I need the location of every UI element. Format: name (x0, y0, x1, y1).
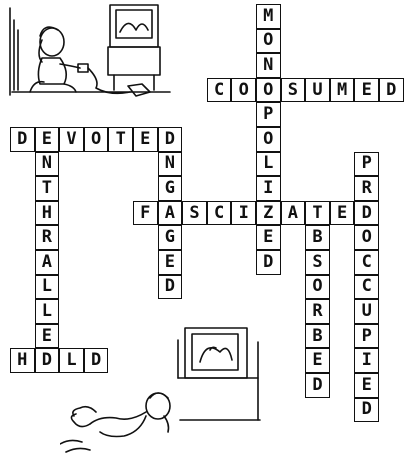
crossword-cell: C (207, 201, 232, 226)
crossword-cell: O (256, 127, 281, 152)
crossword-cell: G (158, 225, 183, 250)
girl-with-joystick-icon (0, 0, 175, 110)
crossword-cell: S (281, 78, 306, 103)
crossword-cell: L (35, 275, 60, 300)
crossword-cell: L (35, 299, 60, 324)
crossword-cell: C (207, 78, 232, 103)
crossword-cell: D (305, 373, 330, 398)
crossword-cell: E (354, 373, 379, 398)
crossword-cell: O (354, 225, 379, 250)
crossword-cell: P (256, 102, 281, 127)
crossword-cell: P (354, 152, 379, 177)
crossword-cell: B (305, 324, 330, 349)
crossword-cell: N (35, 152, 60, 177)
crossword-cell: E (330, 201, 355, 226)
crossword-cell: O (256, 29, 281, 54)
crossword-cell: R (35, 225, 60, 250)
crossword-cell: N (158, 152, 183, 177)
crossword-cell: D (354, 201, 379, 226)
crossword-cell: E (256, 225, 281, 250)
crossword-cell: E (133, 127, 158, 152)
crossword-cell: I (354, 348, 379, 373)
crossword-cell: U (354, 299, 379, 324)
boy-lying-watching-tv-icon (60, 320, 280, 462)
crossword-cell: D (84, 348, 109, 373)
crossword-cell: S (305, 250, 330, 275)
crossword-cell: A (35, 250, 60, 275)
crossword-cell: I (256, 176, 281, 201)
crossword-cell: D (158, 127, 183, 152)
crossword-cell: O (231, 78, 256, 103)
crossword-cell: R (354, 176, 379, 201)
crossword-cell: D (354, 398, 379, 423)
crossword-cell: O (84, 127, 109, 152)
crossword-cell: D (10, 127, 35, 152)
crossword-cell: I (231, 201, 256, 226)
crossword-cell: A (158, 201, 183, 226)
crossword-cell: D (256, 250, 281, 275)
crossword-cell: N (256, 53, 281, 78)
crossword-cell: D (35, 348, 60, 373)
crossword-cell: E (35, 324, 60, 349)
crossword-cell: E (305, 348, 330, 373)
crossword-cell: M (256, 4, 281, 29)
crossword-cell: B (305, 225, 330, 250)
crossword-cell: V (59, 127, 84, 152)
crossword-cell: H (10, 348, 35, 373)
crossword-cell: T (305, 201, 330, 226)
crossword-cell: O (305, 275, 330, 300)
crossword-cell: C (354, 250, 379, 275)
crossword-cell: S (182, 201, 207, 226)
crossword-cell: H (35, 201, 60, 226)
crossword-cell: D (158, 275, 183, 300)
crossword-cell: O (256, 78, 281, 103)
crossword-cell: M (330, 78, 355, 103)
crossword-cell: L (256, 152, 281, 177)
crossword-cell: U (305, 78, 330, 103)
crossword-cell: G (158, 176, 183, 201)
crossword-cell: E (35, 127, 60, 152)
crossword-cell: T (108, 127, 133, 152)
crossword-cell: F (133, 201, 158, 226)
crossword-cell: E (158, 250, 183, 275)
crossword-cell: P (354, 324, 379, 349)
crossword-cell: E (354, 78, 379, 103)
crossword-cell: L (59, 348, 84, 373)
crossword-cell: R (305, 299, 330, 324)
crossword-cell: D (379, 78, 404, 103)
crossword-cell: Z (256, 201, 281, 226)
crossword-cell: A (281, 201, 306, 226)
crossword-cell: C (354, 275, 379, 300)
crossword-cell: T (35, 176, 60, 201)
